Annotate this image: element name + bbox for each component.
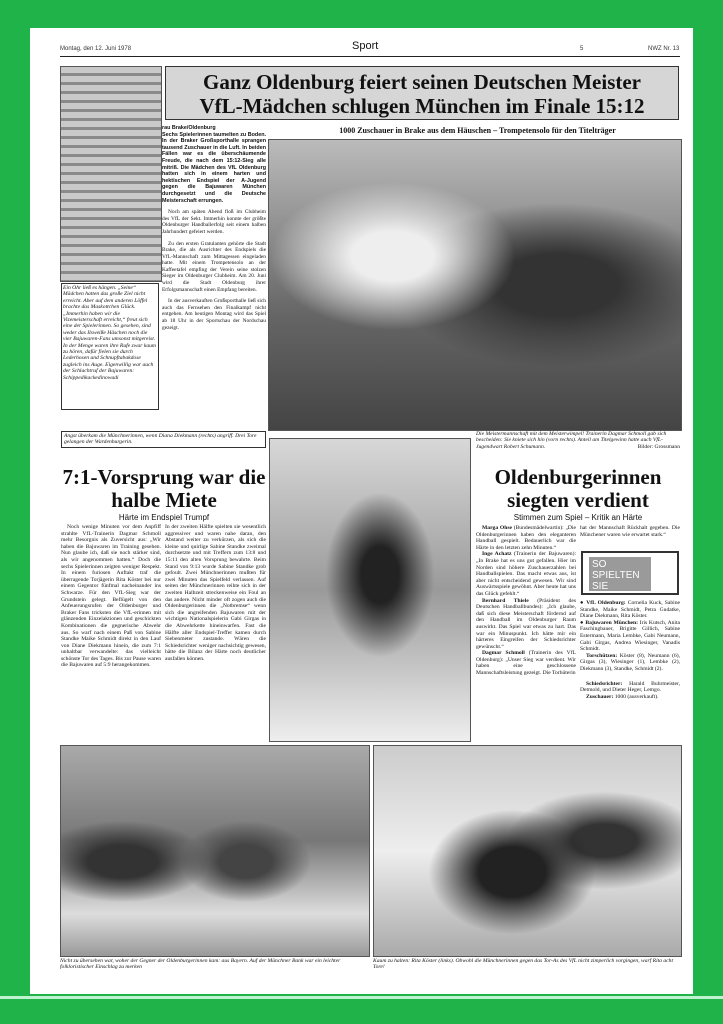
speaker-name: Dagmar Schmoll: [482, 650, 525, 657]
quote-text: (Präsident des Deutschen Handballbundes): „Ich glaube, daß sich diese Meisterschaft fördernd auf den Handball im Oldenburger Raum auswirkt. Das Spiel war etwas zu hart. Das war ein Minuspunkt. Ich hätte mir ein härteres Eingreifen der Schiedsrichter gewünscht.“: [476, 597, 576, 650]
dateline: rau Brake/Oldenburg: [162, 125, 216, 131]
article2-column-2: In der zweiten Hälfte spielten sie wesentlich aggressiver und waren nahe daran, den Abstand weiter zu verkürzen, als sich die kleine und quirlige Sabine Standke zweimal durchsetzte und mit Treffern zum 13:8 und 15:11 den alten Vorsprung bewahrte. Beim Stand von 9:13 wurde Sabine Standke grob gefoult. Zwei Münchnerinnen mußten für zwei Minuten das Spielfeld verlassen. Auf seiten der Münchnerinnen reihte sich in der zweiten Halbzeit streckenweise ein Foul an das andere. Nicht minder oft zogen auch die Oldenburgerinnen die „Notbremse“ wenn sich die angreifenden Bajuwaren mit der wichtigen Nationalspielerin Gabi Girgas in die Abwehrkette hineinwarfen. Fast die Hälfte aller Endspiel-Treffer kamen durch Siebenmeter zustande. Wären die Schiedsrichter weniger nachsichtig gewesen, hätte die Bilanz der Härte noch deutlicher ausfallen können.: [165, 524, 266, 662]
article2-title: 7:1-Vorsprung war die halbe Miete: [62, 465, 266, 512]
bench-photo-caption: Nicht zu übersehen war, woher der Gegner der Oldenburgerinnen kam: aus Bayern. Auf der Münchner Bank war ein leichter folkloristischer Einschlag zu merken: [60, 958, 341, 971]
article3-column-2-top: hat der Mannschaft Rückhalt gegeben. Die Münchener waren wie erwartet stark.“: [580, 525, 680, 538]
lineup-text: Harald Buhrmeister, Detmold, und Dieter Heger, Lemgo.: [580, 680, 680, 694]
lineup-entry: ● VfL Oldenburg: Cornelia Kuck, Sabine Standke, Maike Schmidt, Petra Gudatke, Diane Diekmann, Rita Köster.: [580, 600, 680, 620]
article3-title: Oldenburgerinnen siegten verdient: [494, 465, 662, 512]
lineup-entry: [580, 681, 680, 694]
photo-credit: Bilder: Grossmann: [637, 443, 680, 450]
article3-subtitle: Stimmen zum Spiel – Kritik an Härte: [513, 513, 643, 522]
quote-paragraph: [476, 650, 576, 676]
frame-strip: [0, 996, 723, 999]
rita-photo-caption: Kaum zu halten: Rita Köster (links). Obwohl die Münchnerinnen gegen das Tor-As des VfL nicht zimperlich vorgingen, warf Rita acht Tore!: [373, 958, 674, 971]
quote-text: (Trainerin des VfL Oldenburg): „Unser Sieg war verdient. Wir haben eine geschlossene Mannschaftsleistung gezeigt. Die Torhüterin: [476, 650, 576, 677]
quote-paragraph: [476, 598, 576, 651]
team-photo: [268, 139, 682, 431]
article-paragraph: Zu den ersten Gratulanten gehörte die Stadt Brake, die als Ausrichter des Endspiels die VfL-Mannschaft zum Mittagessen eingeladen hatte. Mit einem Trompetensolo an der Kaffeetafel empfing der Verein seine stolzen Sieger im Oldenburger Clubheim. Am 20. Juni wird die Stadt Oldenburg ihrer Erfolgsmannschaft einen Empfang bereiten.: [162, 240, 266, 293]
mascot-caption: Ein Ohr ließ es hängen. „Seine“ Mädchen hatten das große Ziel nicht erreicht. Aber auf dem anderen Löffel brachte das Maskottchen Glück. „Immerhin haben wir die Vizemeisterschaft erreicht,“ freut sich eine der Spielerinnen. So gesehen, sind weder das Ilsweiße Häschen noch die vier Bajuwaren-Fans umsonst mitgereist. In der Menge waren ihre Rufe zwar kaum zu hören, dafür fielen sie durch Lederhosen und Schnupftabakdose zugleich ins Auge. Eigenwillig war auch der Schlachtruf der Bajuwaren: Schippedikackedinowadi: [61, 283, 159, 410]
quote-paragraph: [476, 551, 576, 597]
lineup-entry: [580, 694, 680, 701]
issue-number: NWZ Nr. 13: [648, 46, 680, 52]
lineup-entry: ● Bajuwaren München: Iris Kutsch, Anita Faschingbauer, Brigitte Gillich, Sabine Estermann, Maria Lembke, Gabi Neumann, Gabi Girgas, Andrea Wiesinger, Vanadis Schmidt.: [580, 619, 680, 653]
speaker-name: Inge Achatz: [482, 551, 512, 558]
lineup-text: Cornelia Kuck, Sabine Standke, Maike Schmidt, Petra Gudatke, Diane Diekmann, Rita Köster.: [580, 600, 680, 620]
article-paragraph: In der ausverkauften Großsporthalle ließ sich auch das Fernsehen den Finalkampf nicht entgehen. Am heutigen Montag wird das Spiel ab 18 Uhr in der Sportschau der Nordschau gezeigt.: [162, 298, 266, 331]
article-paragraph: Noch am späten Abend floß im Clubheim des VfL der Sekt. Immerhin konnte der größte Oldenburger Handballerfolg seit einem halben Jahrhundert gefeiert werden.: [162, 209, 266, 235]
main-subtitle: 1000 Zuschauer in Brake aus dem Häuschen – Trompetensolo für den Titelträger: [339, 126, 616, 135]
speaker-name: Bernhard Thiele: [482, 597, 529, 604]
lineup-text: Iris Kutsch, Anita Faschingbauer, Brigitte Gillich, Sabine Estermann, Maria Lembke, Gabi Neumann, Gabi Girgas, Andrea Wiesinger, Vanadis Schmidt.: [580, 619, 680, 653]
quote-paragraph: [476, 525, 576, 551]
lead-paragraph: Sechs Spielerinnen taumelten zu Boden. In der Braker Großsporthalle sprangen tausend Zuschauer in die Luft. In beiden Fällen war es die überschäumende Freude, die nach dem 15:12-Sieg alle mitriß. Die Mädchen des VfL Oldenburg hatten sich in einem harten und hektischen Endspiel der A-Jugend gegen die Bajuwaren München durchgesetzt und die Deutsche Meisterschaft errungen.: [162, 131, 266, 204]
article2-subtitle: Härte im Endspiel Trumpf: [118, 513, 210, 522]
article2-column-1: Noch wenige Minuten vor dem Anpfiff strahlte VfL-Trainerin Dagmar Schmoll mehr Besorgnis als Zuversicht aus: „Wir haben die Bajuwaren im Training gesehen. Nun glaube ich, daß sie noch stärker sind, als wir angenommen hatten.“ Doch die sechs Spielerinnen zeigten weniger Respekt. In einem furiosen Auftakt traf die überragende Torjägerin Rita Köster bei nur einem Gegentor fünfmal nacheinander ins Schwarze. Für den VfL-Sieg war der Grundstein gelegt. Beflügelt von den Anfeuerungsrufen der Oldenburger und Braker Fans tricksten die VfL-erinnen mit glänzenden Einzelaktionen und geschickten Kombinationen die gegnerische Abwehr aus. So warf nach einem Paß von Sabine Standke Maike Schmidt direkt in den Lauf von Diane Diekmann hinein, die zum 7:1 unhaltbar verwandelte: das vielleicht schönste Tor des Tages. Bis zur Pause waren die Bajuwaren auf 5:9 herangekommen.: [61, 524, 161, 669]
bench-photo: [60, 745, 370, 957]
rita-koester-photo: [373, 745, 682, 957]
article3-column-1: [476, 525, 576, 739]
header-rule: [60, 56, 680, 57]
lineup-text: Köster (8), Neumann (6), Girgas (3), Wiesinger (1), Lembke (2), Diekmann (3), Standke, Schmidt (2).: [580, 652, 680, 672]
action-photo: [269, 438, 471, 742]
team-photo-caption: [476, 431, 680, 450]
headline-line-1: Ganz Oldenburg feiert seinen Deutschen Meister: [202, 70, 642, 94]
team-caption-text: Die Meistermannschaft mit dem Meisterwimpel! Trainerin Dagmar Schmoll gab sich bescheiden: Sie kniete sich hin (vorn rechts). Anteil am Titelgewinn hatte auch VfL-Jugendwart Robert Schumann.: [476, 431, 667, 450]
page-number: 5: [580, 46, 584, 52]
lineup-label: Bajuwaren München:: [585, 619, 639, 626]
headline-line-2: VfL-Mädchen schlugen München im Finale 15:12: [199, 94, 645, 118]
issue-date: Montag, den 12. Juni 1978: [60, 46, 132, 52]
lineups: [580, 600, 680, 740]
lineup-box-label: SO SPIELTEN SIE: [589, 557, 651, 591]
lineup-label: Schiedsrichter:: [586, 680, 623, 687]
quote-text: (Bundesmädelwartin): „Die Oldenburgerinnen haben den eleganteren Handball gespielt. Bedauerlich war die Härte in den letzten zehn Minuten.“: [476, 525, 576, 551]
quote-text: (Trainerin der Bajuwaren): „In Brake hat es uns gut gefallen. Hier im Norden sind höhere Zuschauerzahlen bei Handballspielen. Das macht etwas aus, ist aber nicht entscheidend gewesen. Wir sind Auswärtsspiele gewöhnt. Aber heute hat uns das Glück gefehlt.“: [476, 551, 576, 597]
main-headline: [165, 66, 679, 120]
lineup-label: VfL Oldenburg:: [586, 600, 626, 606]
lineup-text: 1000 (ausverkauft).: [613, 693, 659, 700]
lead-article: [162, 125, 266, 430]
speaker-name: Marga Ohse: [482, 525, 512, 531]
mascot-photo: [60, 66, 162, 282]
lineup-label: Torschützen:: [586, 652, 618, 659]
lineup-entry: [580, 653, 680, 673]
section-title: Sport: [352, 40, 379, 52]
action-photo-caption: Angst überkam die Münchnerinnen, wenn Diana Diekmann (rechts) angriff. Drei Tore gelangen der Wardenburgerin.: [61, 431, 266, 448]
lineup-box: [581, 551, 679, 595]
lineup-label: Zuschauer:: [586, 693, 614, 700]
